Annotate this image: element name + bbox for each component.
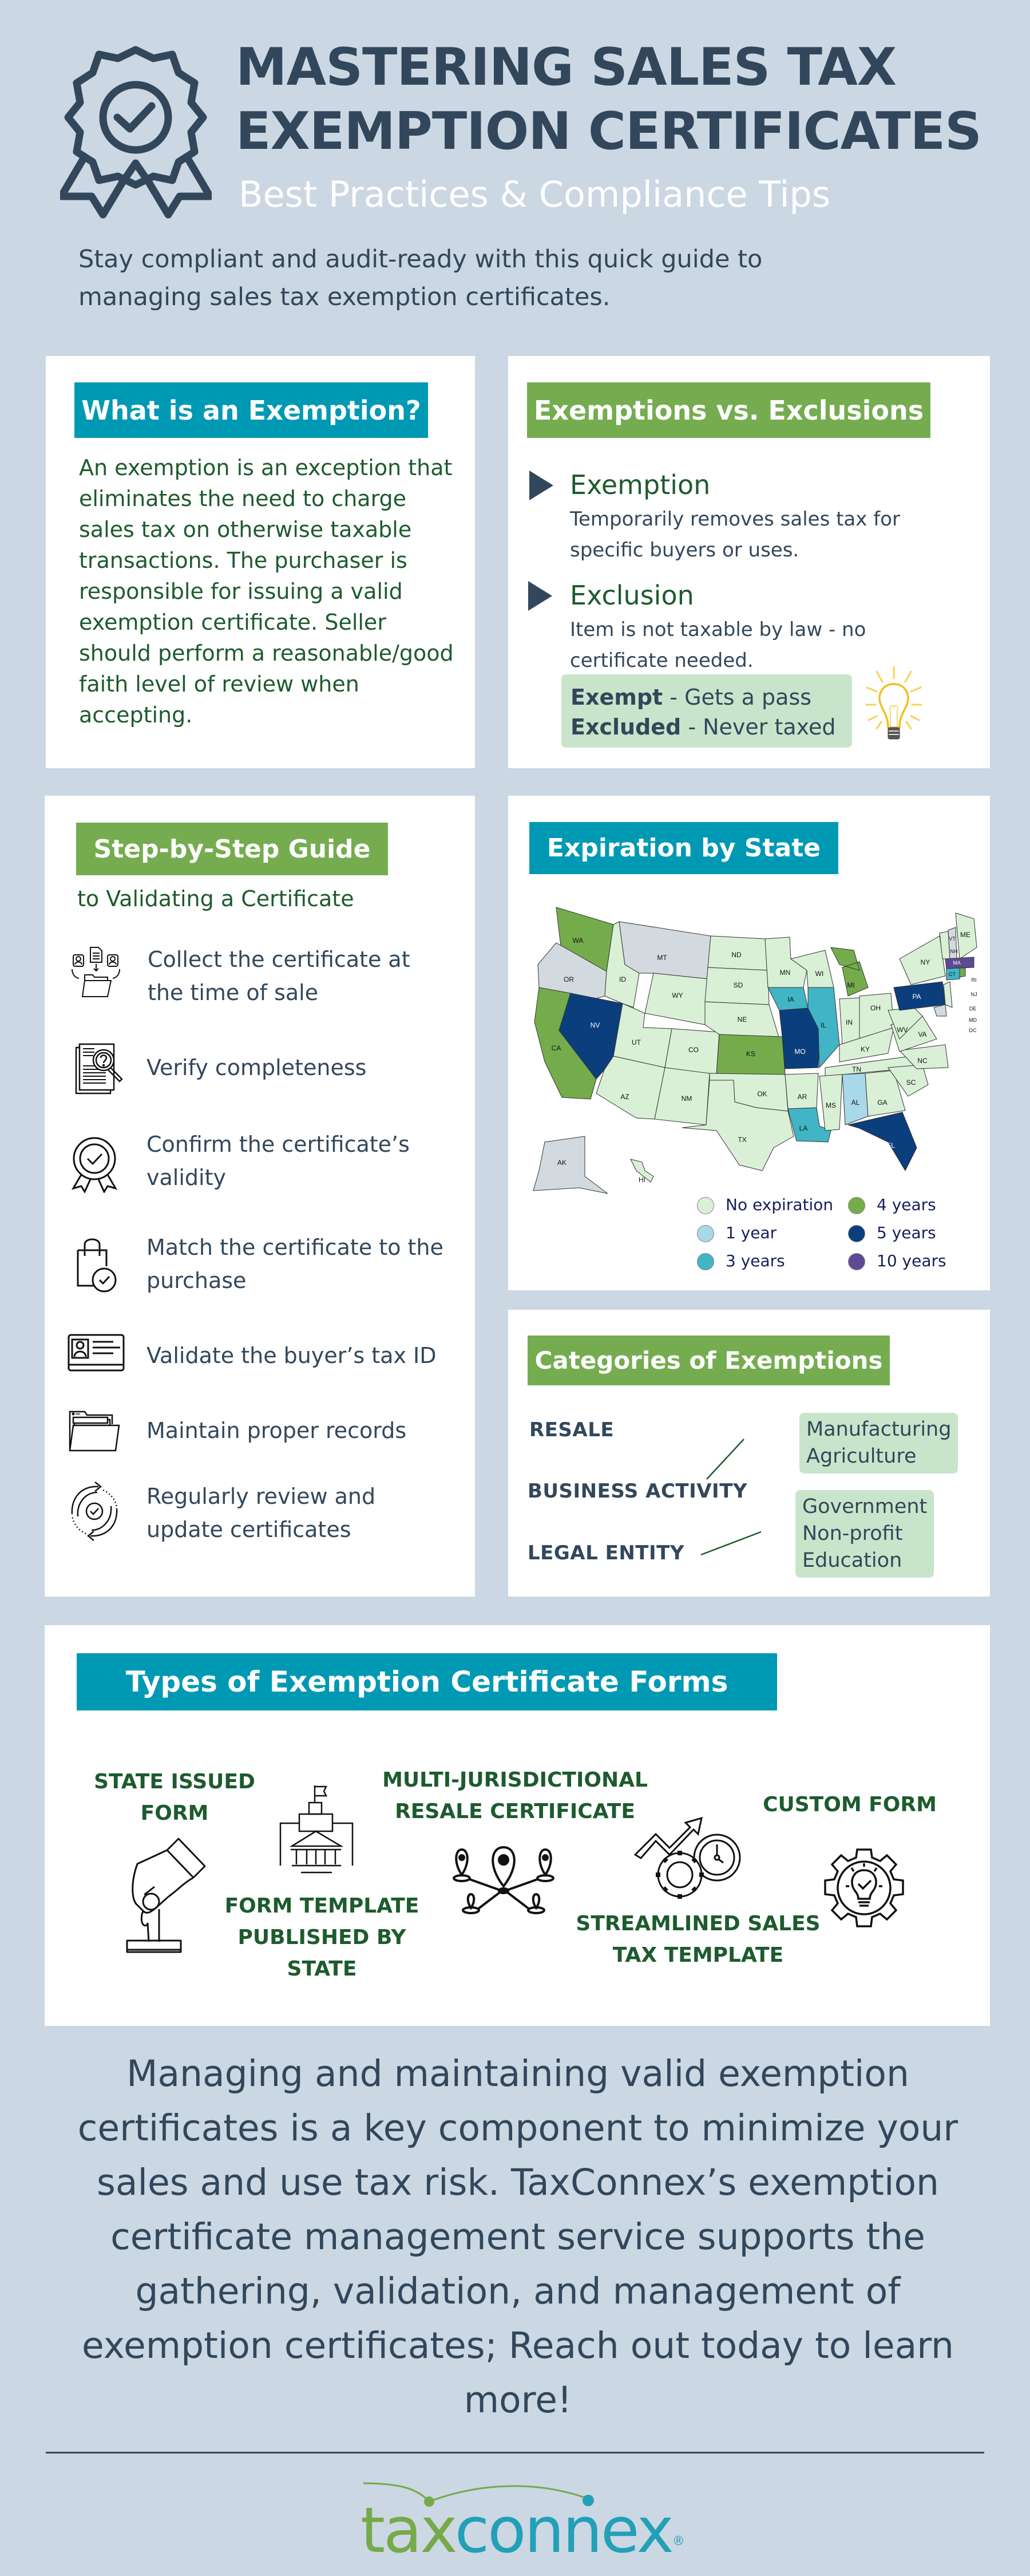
summary-term: Exempt <box>571 685 663 710</box>
government-building-icon <box>279 1784 354 1876</box>
svg-text:NM: NM <box>681 1095 692 1103</box>
svg-text:NV: NV <box>590 1021 600 1029</box>
svg-text:CA: CA <box>551 1044 561 1052</box>
svg-text:NC: NC <box>917 1057 928 1065</box>
svg-text:AR: AR <box>797 1093 807 1101</box>
summary-def: - Never taxed <box>681 714 836 740</box>
form-label-multi-jurisdictional: MULTI-JURISDICTIONAL RESALE CERTIFICATE <box>382 1768 648 1823</box>
collect-documents-icon <box>68 946 125 1003</box>
svg-text:MD: MD <box>969 1017 977 1023</box>
svg-text:DE: DE <box>969 1006 977 1012</box>
award-check-icon <box>69 1136 126 1193</box>
legend-dot-5-years <box>848 1225 865 1242</box>
svg-text:IA: IA <box>787 995 794 1003</box>
form-label-streamlined: STREAMLINED SALES TAX TEMPLATE <box>576 1912 821 1967</box>
what-is-exemption-heading: What is an Exemption? <box>74 382 428 438</box>
step-text: Maintain proper records <box>146 1418 407 1443</box>
legal-entity-examples <box>795 1490 934 1578</box>
svg-text:TX: TX <box>738 1136 747 1144</box>
svg-text:VA: VA <box>918 1030 927 1038</box>
step-guide-heading: Step-by-Step Guide <box>76 823 388 875</box>
svg-text:KS: KS <box>746 1050 756 1058</box>
category-legal-entity: LEGAL ENTITY <box>528 1542 684 1564</box>
form-label-state-issued: STATE ISSUED FORM <box>94 1770 255 1825</box>
svg-text:MI: MI <box>847 981 855 989</box>
legend-label: 5 years <box>877 1223 936 1242</box>
step-guide-subheading: to Validating a Certificate <box>77 886 354 911</box>
svg-text:ID: ID <box>619 975 626 983</box>
summary-term: Excluded <box>571 714 682 740</box>
categories-heading: Categories of Exemptions <box>528 1336 890 1385</box>
svg-text:AL: AL <box>851 1099 860 1107</box>
id-card-icon <box>68 1334 125 1391</box>
footer-divider <box>46 2452 984 2453</box>
step-text: Verify completeness <box>146 1055 367 1080</box>
svg-text:WI: WI <box>815 970 824 978</box>
intro-line-1: Stay compliant and audit-ready with this quick guide to <box>78 245 763 274</box>
shopping-bag-check-icon <box>73 1236 130 1294</box>
triangle-bullet-icon <box>528 581 552 611</box>
exemption-title: Exemption <box>570 469 711 500</box>
svg-text:GA: GA <box>877 1099 888 1107</box>
step-text: Match the certificate to the purchase <box>146 1235 443 1293</box>
legend-dot-10-years <box>848 1253 865 1270</box>
svg-text:HI: HI <box>639 1176 645 1184</box>
example-item: Manufacturing <box>806 1418 952 1441</box>
category-business-activity: BUSINESS ACTIVITY <box>528 1480 748 1503</box>
legend-label: No expiration <box>726 1195 834 1214</box>
gear-lightbulb-icon <box>821 1846 908 1939</box>
svg-text:MS: MS <box>826 1101 836 1109</box>
svg-text:IN: IN <box>846 1018 853 1026</box>
closing-paragraph: Managing and maintaining valid exemption certificates is a key component to minimize your sales and use tax risk. TaxConnex’s exemption certificate management service supports the gathering, validation, and management of exemption certificates; Reach out today to learn more! <box>77 2053 958 2421</box>
svg-text:NH: NH <box>950 949 958 954</box>
folder-icon <box>69 1409 126 1467</box>
growth-gear-clock-icon <box>634 1803 748 1901</box>
svg-text:MT: MT <box>657 954 667 962</box>
svg-text:NY: NY <box>920 958 930 966</box>
svg-text:CO: CO <box>688 1046 699 1054</box>
svg-text:PA: PA <box>912 993 921 1001</box>
what-is-exemption-body: An exemption is an exception that eliminates the need to charge sales tax on otherwise taxable transactions. The purchaser is responsible for issuing a valid exemption certificate. Seller should perform a reasonable/good faith level of review when accepting. <box>79 455 454 728</box>
svg-text:AK: AK <box>557 1159 567 1167</box>
svg-text:IL: IL <box>820 1021 827 1029</box>
step-text: Collect the certificate at the time of sale <box>148 947 410 1005</box>
title-line-2: EXEMPTION CERTIFICATES <box>236 101 981 161</box>
logo-wordmark <box>360 2496 683 2565</box>
document-search-icon <box>72 1043 129 1100</box>
example-item: Agriculture <box>806 1445 917 1468</box>
svg-text:WA: WA <box>572 937 584 945</box>
exemption-desc: Temporarily removes sales tax for specific buyers or uses. <box>570 508 900 562</box>
page-title <box>236 35 1014 164</box>
exclusion-desc: Item is not taxable by law - no certificate needed. <box>570 618 866 672</box>
exempt-vs-excluded-summary <box>561 674 852 748</box>
legend-dot-no-expiration <box>697 1197 714 1214</box>
svg-text:UT: UT <box>632 1038 641 1046</box>
logo-tax: tax <box>360 2494 455 2567</box>
lightbulb-icon <box>865 666 922 743</box>
legend-label: 1 year <box>726 1223 777 1242</box>
svg-text:NJ: NJ <box>970 991 977 997</box>
us-expiration-map <box>522 902 985 1199</box>
legend-dot-3-years <box>697 1253 714 1270</box>
legend-label: 4 years <box>877 1195 936 1214</box>
svg-text:MA: MA <box>953 960 961 966</box>
svg-text:FL: FL <box>886 1141 896 1149</box>
intro-text <box>78 240 937 316</box>
step-text: Validate the buyer’s tax ID <box>146 1343 437 1368</box>
category-resale: RESALE <box>529 1419 615 1441</box>
intro-line-2: managing sales tax exemption certificates. <box>78 283 611 311</box>
title-line-1: MASTERING SALES TAX <box>236 37 897 97</box>
svg-text:WY: WY <box>672 991 683 999</box>
form-label-custom: CUSTOM FORM <box>763 1793 937 1816</box>
page-subtitle: Best Practices & Compliance Tips <box>239 173 831 215</box>
svg-text:MO: MO <box>794 1048 806 1056</box>
svg-text:SC: SC <box>906 1078 916 1086</box>
example-item: Government <box>802 1495 928 1518</box>
summary-def: - Gets a pass <box>663 685 812 710</box>
svg-text:OH: OH <box>870 1004 881 1012</box>
svg-text:ME: ME <box>960 931 970 939</box>
svg-text:TN: TN <box>852 1065 861 1073</box>
svg-text:NE: NE <box>737 1016 747 1024</box>
example-item: Education <box>802 1549 902 1572</box>
logo-connex: connex <box>454 2494 672 2567</box>
svg-text:LA: LA <box>799 1124 808 1132</box>
refresh-check-icon <box>69 1480 126 1537</box>
svg-text:OK: OK <box>757 1090 767 1098</box>
award-ribbon-icon <box>60 43 212 220</box>
triangle-bullet-icon <box>529 471 553 500</box>
legend-dot-4-years <box>848 1197 865 1214</box>
summary-excluded <box>571 712 852 742</box>
step-text: Confirm the certificate’s validity <box>146 1132 410 1190</box>
registered-mark: ® <box>672 2534 683 2549</box>
business-activity-examples <box>799 1413 958 1473</box>
expiration-heading: Expiration by State <box>529 822 838 874</box>
svg-text:ND: ND <box>731 951 742 959</box>
svg-text:MN: MN <box>779 969 791 977</box>
hand-stamp-icon <box>126 1838 217 1958</box>
svg-text:CT: CT <box>949 971 956 977</box>
svg-text:OR: OR <box>564 975 574 983</box>
svg-text:AZ: AZ <box>620 1093 629 1101</box>
svg-text:KY: KY <box>860 1045 870 1053</box>
example-item: Non-profit <box>802 1522 903 1545</box>
legend-dot-1-year <box>697 1225 714 1242</box>
svg-text:DC: DC <box>969 1028 977 1033</box>
form-label-template-by-state: FORM TEMPLATE PUBLISHED BY STATE <box>224 1894 419 1981</box>
legend-label: 10 years <box>877 1251 946 1270</box>
exclusion-title: Exclusion <box>570 580 694 611</box>
step-by-step-card <box>45 796 475 1597</box>
step-text: Regularly review and update certificates <box>146 1484 376 1542</box>
exemptions-vs-exclusions-heading: Exemptions vs. Exclusions <box>527 382 930 438</box>
svg-text:SD: SD <box>733 981 743 989</box>
forms-heading: Types of Exemption Certificate Forms <box>77 1653 777 1710</box>
summary-exempt <box>571 682 852 712</box>
legend-label: 3 years <box>726 1251 785 1270</box>
location-network-icon <box>449 1846 558 1926</box>
taxconnex-logo[interactable] <box>355 2479 683 2570</box>
svg-text:RI: RI <box>971 977 977 983</box>
svg-text:WV: WV <box>897 1026 908 1034</box>
svg-text:VT: VT <box>949 936 956 942</box>
